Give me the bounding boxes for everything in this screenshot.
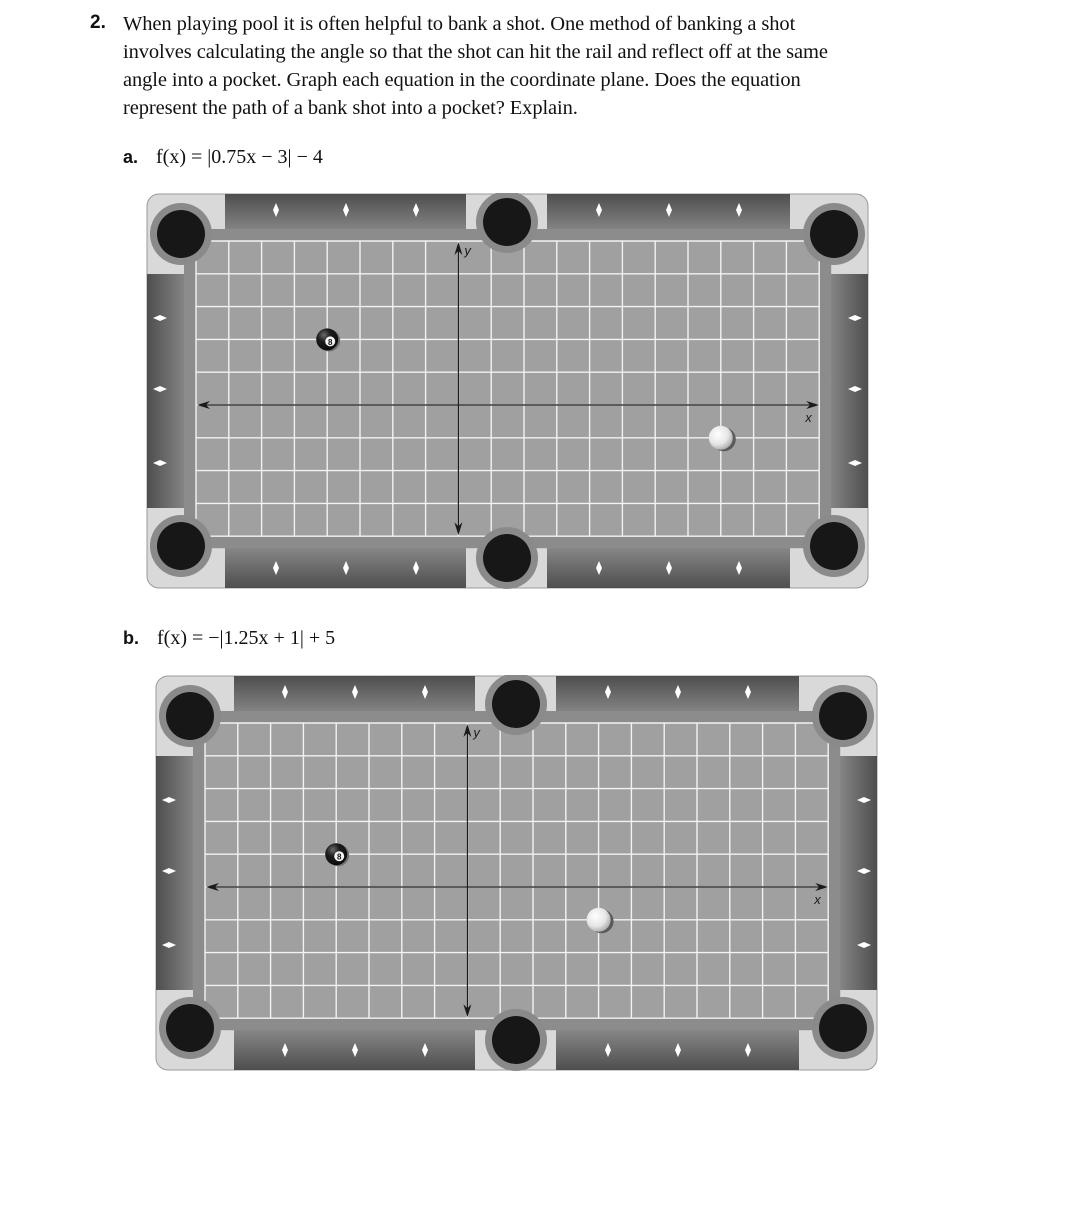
svg-text:x: x xyxy=(805,410,812,425)
part-b-equation: f(x) = −|1.25x + 1| + 5 xyxy=(157,627,336,649)
pool-table-graph-a xyxy=(146,193,869,589)
svg-text:8: 8 xyxy=(327,337,333,347)
svg-text:8: 8 xyxy=(336,852,342,862)
part-a-label: a. xyxy=(123,147,139,167)
svg-text:y: y xyxy=(473,725,480,740)
question-number: 2. xyxy=(90,12,106,33)
part-a-equation: f(x) = |0.75x − 3| − 4 xyxy=(156,146,323,168)
part-a-heading xyxy=(123,146,323,169)
question-text: When playing pool it is often helpful to bank a shot. One method of banking a shot involves calculating the angle so that the shot can hit the rail and reflect off at the same angle into a pocket. Graph each equation in the coordinate plane. Does the equation represent the path of a bank shot into a pocket? Explain. xyxy=(123,13,828,119)
svg-text:x: x xyxy=(814,892,821,907)
part-b-label: b. xyxy=(123,628,139,648)
pool-table-graph-b xyxy=(155,675,878,1071)
part-b-heading xyxy=(123,627,335,650)
svg-text:y: y xyxy=(464,243,471,258)
coordinate-plane-a xyxy=(146,193,869,589)
coordinate-plane-b xyxy=(155,675,878,1071)
